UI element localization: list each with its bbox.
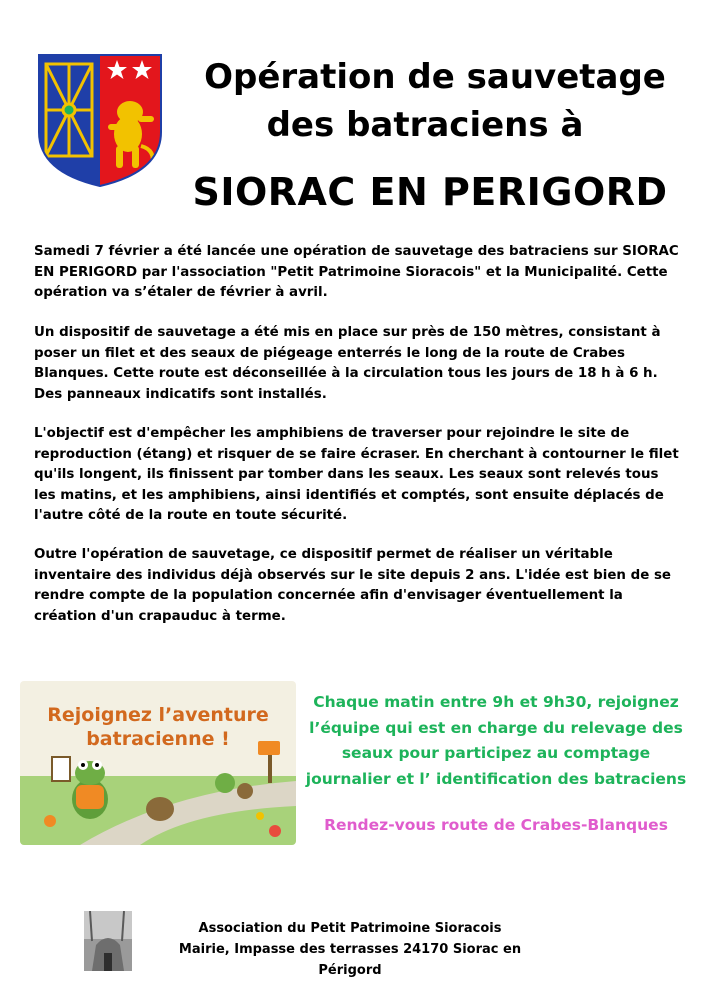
rendezvous-text: Rendez-vous route de Crabes-Blanques: [324, 816, 668, 834]
paragraph-device: Un dispositif de sauvetage a été mis en place sur près de 150 mètres, consistant à poser un filet et des seaux de piégeage enterrés le long de la route de Crabes Blanques. Cette route est déconseillée à la circulation tous les jours de 18 h à 6 h. Des panneaux indicatifs sont installés.: [34, 325, 661, 402]
stone-hut-photo: [84, 911, 132, 971]
paragraph-inventory: Outre l'opération de sauvetage, ce dispositif permet de réaliser un véritable inventaire des individus déjà observés sur le site depuis 2 ans. L'idée est bien de se rendre compte de la population concernée afin d'envisager éventuellement la création d'un crapauduc à terme.: [34, 547, 672, 624]
coat-of-arms: [38, 54, 162, 188]
footer-address: Mairie, Impasse des terrasses 24170 Siorac en Périgord: [178, 942, 522, 978]
footer-association: Association du Petit Patrimoine Sioracois: [198, 921, 502, 936]
frog-adventure-illustration: [20, 681, 296, 845]
illustration-heading-line1: Rejoignez l’aventure: [47, 704, 269, 726]
call-to-action-text: Chaque matin entre 9h et 9h30, rejoignez l’équipe qui est en charge du relevage des seaux pour participez au comptage journalier et l’ identification des batraciens: [305, 693, 687, 788]
title-line-1: Opération de sauvetage: [204, 57, 666, 97]
paragraph-objective: L'objectif est d'empêcher les amphibiens de traverser pour rejoindre le site de reproduction (étang) et risquer de se faire écraser. En cherchant à contourner le filet qu'ils longent, ils finissent par tomber dans les seaux. Les seaux sont relevés tous les matins, et les amphibiens, ainsi identifiés et comptés, sont ensuite déplacés de l'autre côté de la route en toute sécurité.: [34, 426, 679, 523]
illustration-heading-line2: batracienne !: [86, 728, 230, 750]
footer: [150, 918, 550, 981]
title-line-2: des batraciens à: [266, 105, 584, 145]
paragraph-launch: Samedi 7 février a été lancée une opération de sauvetage des batraciens sur SIORAC EN PERIGORD par l'association "Petit Patrimoine Sioracois" et la Municipalité. Cette opération va s’étaler de février à avril.: [34, 244, 679, 300]
title-line-3: SIORAC EN PERIGORD: [192, 170, 668, 214]
